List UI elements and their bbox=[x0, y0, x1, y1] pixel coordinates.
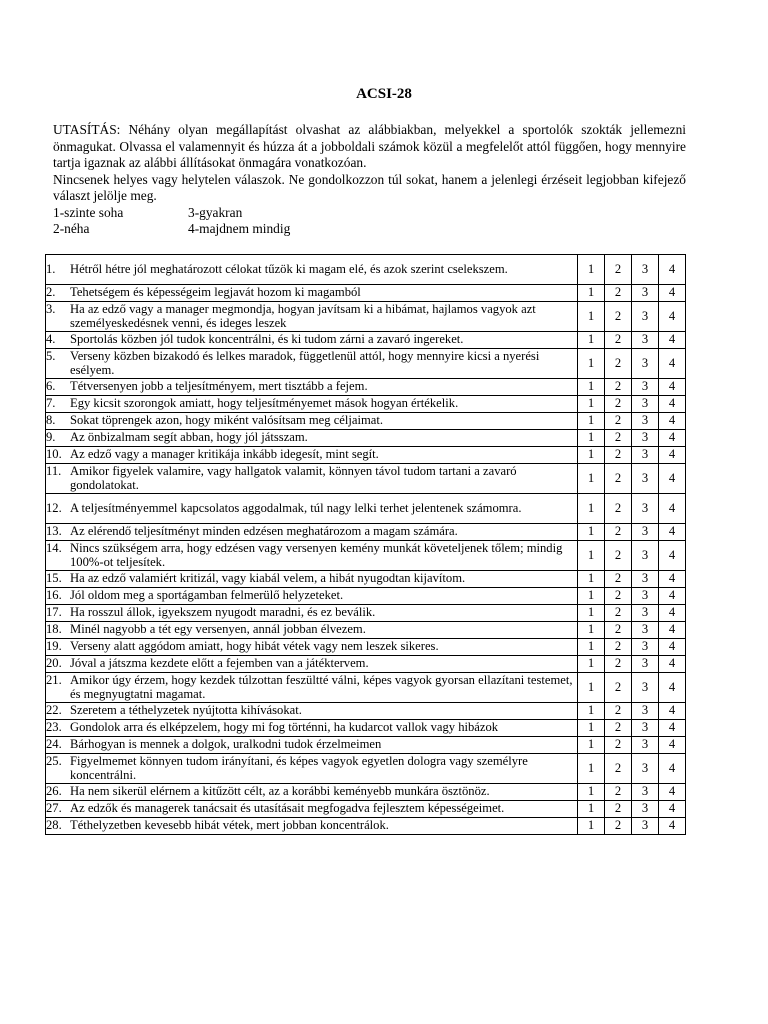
rating-option-1[interactable]: 1 bbox=[578, 349, 605, 379]
statement-text: Tehetségem és képességeim legjavát hozom ki magamból bbox=[70, 285, 361, 300]
statement-cell bbox=[46, 801, 578, 818]
rating-option-3[interactable]: 3 bbox=[632, 737, 659, 754]
statement-number: 12. bbox=[46, 500, 62, 515]
statement-cell bbox=[46, 818, 578, 835]
statement-cell bbox=[46, 720, 578, 737]
rating-option-2[interactable]: 2 bbox=[605, 302, 632, 332]
statement-text: Ha az edző valamiért kritizál, vagy kiabál velem, a hibát nyugodtan kijavítom. bbox=[70, 571, 466, 586]
statement-cell bbox=[46, 302, 578, 332]
statement-text: Nincs szükségem arra, hogy edzésen vagy versenyen kemény munkát követeljenek tőlem; mindig 100%-ot teljesítek. bbox=[70, 541, 563, 569]
rating-option-2[interactable]: 2 bbox=[605, 784, 632, 801]
table-row bbox=[46, 720, 686, 737]
statement-number: 6. bbox=[46, 379, 56, 394]
statement-cell bbox=[46, 541, 578, 571]
rating-option-3[interactable]: 3 bbox=[632, 349, 659, 379]
rating-option-3[interactable]: 3 bbox=[632, 784, 659, 801]
rating-option-1[interactable]: 1 bbox=[578, 784, 605, 801]
rating-option-4[interactable]: 4 bbox=[659, 784, 686, 801]
statement-cell bbox=[46, 494, 578, 524]
table-row bbox=[46, 673, 686, 703]
rating-option-4[interactable]: 4 bbox=[659, 639, 686, 656]
statement-number: 15. bbox=[46, 571, 62, 586]
table-row bbox=[46, 541, 686, 571]
table-row bbox=[46, 285, 686, 302]
rating-option-1[interactable]: 1 bbox=[578, 639, 605, 656]
rating-option-3[interactable]: 3 bbox=[632, 656, 659, 673]
statement-text: Téthelyzetben kevesebb hibát vétek, mert jobban koncentrálok. bbox=[70, 818, 389, 833]
rating-option-2[interactable]: 2 bbox=[605, 413, 632, 430]
rating-option-1[interactable]: 1 bbox=[578, 703, 605, 720]
statement-number: 18. bbox=[46, 622, 62, 637]
table-row bbox=[46, 703, 686, 720]
rating-option-1[interactable]: 1 bbox=[578, 413, 605, 430]
statement-number: 4. bbox=[46, 332, 56, 347]
statement-number: 26. bbox=[46, 784, 62, 799]
rating-option-4[interactable]: 4 bbox=[659, 801, 686, 818]
rating-option-2[interactable]: 2 bbox=[605, 541, 632, 571]
statement-text: Sportolás közben jól tudok koncentrálni, és ki tudom zárni a zavaró ingereket. bbox=[70, 332, 464, 347]
statement-text: Minél nagyobb a tét egy versenyen, annál jobban élvezem. bbox=[70, 622, 366, 637]
statement-cell bbox=[46, 430, 578, 447]
statement-cell bbox=[46, 639, 578, 656]
rating-option-4[interactable]: 4 bbox=[659, 494, 686, 524]
rating-option-1[interactable]: 1 bbox=[578, 622, 605, 639]
rating-option-4[interactable]: 4 bbox=[659, 430, 686, 447]
table-row bbox=[46, 639, 686, 656]
rating-option-3[interactable]: 3 bbox=[632, 801, 659, 818]
rating-option-2[interactable]: 2 bbox=[605, 464, 632, 494]
statement-text: Gondolok arra és elképzelem, hogy mi fog történni, ha kudarcot vallok vagy hibázok bbox=[70, 720, 499, 735]
rating-option-2[interactable]: 2 bbox=[605, 720, 632, 737]
statement-text: Amikor úgy érzem, hogy kezdek túlzottan feszültté válni, képes vagyok gyorsan ellazítani testemet, és megnyugtatni magamat. bbox=[70, 673, 573, 701]
rating-option-1[interactable]: 1 bbox=[578, 302, 605, 332]
rating-option-4[interactable]: 4 bbox=[659, 673, 686, 703]
statement-text: A teljesítményemmel kapcsolatos aggodalmak, túl nagy lelki terhet jelentenek számomra. bbox=[70, 500, 522, 515]
rating-option-1[interactable]: 1 bbox=[578, 754, 605, 784]
statement-number: 13. bbox=[46, 524, 62, 539]
scale-label-1: 1-szinte soha bbox=[53, 204, 124, 220]
rating-option-1[interactable]: 1 bbox=[578, 396, 605, 413]
rating-option-4[interactable]: 4 bbox=[659, 754, 686, 784]
rating-option-3[interactable]: 3 bbox=[632, 494, 659, 524]
rating-option-1[interactable]: 1 bbox=[578, 494, 605, 524]
rating-option-2[interactable]: 2 bbox=[605, 588, 632, 605]
rating-option-4[interactable]: 4 bbox=[659, 703, 686, 720]
rating-option-3[interactable]: 3 bbox=[632, 255, 659, 285]
rating-option-4[interactable]: 4 bbox=[659, 656, 686, 673]
rating-option-4[interactable]: 4 bbox=[659, 413, 686, 430]
statement-cell bbox=[46, 703, 578, 720]
table-row bbox=[46, 656, 686, 673]
table-row bbox=[46, 754, 686, 784]
statement-text: Jóval a játszma kezdete előtt a fejemben van a játéktervem. bbox=[70, 656, 369, 671]
rating-option-1[interactable]: 1 bbox=[578, 673, 605, 703]
table-row bbox=[46, 464, 686, 494]
statement-number: 22. bbox=[46, 703, 62, 718]
rating-option-4[interactable]: 4 bbox=[659, 396, 686, 413]
table-row bbox=[46, 430, 686, 447]
rating-option-3[interactable]: 3 bbox=[632, 379, 659, 396]
table-row bbox=[46, 332, 686, 349]
table-row bbox=[46, 447, 686, 464]
statement-text: Verseny közben bizakodó és lelkes maradok, függetlenül attól, hogy mennyire kicsi a nyerési esélyem. bbox=[70, 349, 540, 377]
scale-label-3: 3-gyakran bbox=[188, 204, 243, 220]
rating-option-2[interactable]: 2 bbox=[605, 349, 632, 379]
rating-option-3[interactable]: 3 bbox=[632, 622, 659, 639]
statement-text: Sokat töprengek azon, hogy miként valósítsam meg céljaimat. bbox=[70, 413, 384, 428]
rating-option-1[interactable]: 1 bbox=[578, 801, 605, 818]
table-row bbox=[46, 379, 686, 396]
rating-option-3[interactable]: 3 bbox=[632, 524, 659, 541]
table-row bbox=[46, 737, 686, 754]
instructions bbox=[53, 122, 686, 238]
statement-number: 27. bbox=[46, 801, 62, 816]
statement-text: Jól oldom meg a sportágamban felmerülő helyzeteket. bbox=[70, 588, 344, 603]
instructions-paragraph-1: UTASÍTÁS: Néhány olyan megállapítást olvashat az alábbiakban, melyekkel a sportolók szokták jellemezni önmagukat. Olvassa el valamennyit és húzza át a jobboldali számok közül a megfelelőt attól függően, hogy mennyire tartja igaznak az alábbi állításokat önmagára vonatkozóan. bbox=[53, 122, 686, 170]
rating-option-2[interactable]: 2 bbox=[605, 255, 632, 285]
rating-option-4[interactable]: 4 bbox=[659, 720, 686, 737]
statement-text: Egy kicsit szorongok amiatt, hogy teljesítményemet mások hogyan értékelik. bbox=[70, 396, 459, 411]
statement-text: Az önbizalmam segít abban, hogy jól játsszam. bbox=[70, 430, 308, 445]
statement-number: 11. bbox=[46, 464, 62, 478]
statement-cell bbox=[46, 524, 578, 541]
statement-text: Ha nem sikerül elérnem a kitűzött célt, az a korábbi keményebb munkára ösztönöz. bbox=[70, 784, 490, 799]
rating-option-4[interactable]: 4 bbox=[659, 737, 686, 754]
rating-option-1[interactable]: 1 bbox=[578, 737, 605, 754]
statement-cell bbox=[46, 754, 578, 784]
rating-option-4[interactable]: 4 bbox=[659, 622, 686, 639]
statement-cell bbox=[46, 656, 578, 673]
statement-number: 17. bbox=[46, 605, 62, 620]
rating-option-3[interactable]: 3 bbox=[632, 332, 659, 349]
rating-option-2[interactable]: 2 bbox=[605, 396, 632, 413]
rating-option-1[interactable]: 1 bbox=[578, 524, 605, 541]
instructions-paragraph-2: Nincsenek helyes vagy helytelen válaszok. Ne gondolkozzon túl sokat, hanem a jelenlegi érzéseit legjobban kifejező választ jelölje meg. bbox=[53, 171, 686, 203]
rating-option-2[interactable]: 2 bbox=[605, 656, 632, 673]
rating-option-3[interactable]: 3 bbox=[632, 754, 659, 784]
statement-number: 3. bbox=[46, 302, 56, 316]
rating-option-3[interactable]: 3 bbox=[632, 571, 659, 588]
statement-number: 19. bbox=[46, 639, 62, 654]
table-row bbox=[46, 605, 686, 622]
scale-label-2: 2-néha bbox=[53, 221, 90, 236]
statement-number: 16. bbox=[46, 588, 62, 603]
statement-text: Figyelmemet könnyen tudom irányítani, és képes vagyok egyetlen dologra vagy személyre koncentrálni. bbox=[70, 754, 528, 782]
table-row bbox=[46, 349, 686, 379]
rating-option-1[interactable]: 1 bbox=[578, 818, 605, 835]
rating-option-2[interactable]: 2 bbox=[605, 737, 632, 754]
rating-option-3[interactable]: 3 bbox=[632, 464, 659, 494]
rating-option-3[interactable]: 3 bbox=[632, 447, 659, 464]
rating-option-2[interactable]: 2 bbox=[605, 285, 632, 302]
rating-option-1[interactable]: 1 bbox=[578, 464, 605, 494]
statement-number: 20. bbox=[46, 656, 62, 671]
rating-option-4[interactable]: 4 bbox=[659, 464, 686, 494]
statement-text: Ha rosszul állok, igyekszem nyugodt maradni, és ez beválik. bbox=[70, 605, 376, 620]
statement-cell bbox=[46, 464, 578, 494]
rating-option-1[interactable]: 1 bbox=[578, 430, 605, 447]
table-row bbox=[46, 784, 686, 801]
rating-option-2[interactable]: 2 bbox=[605, 571, 632, 588]
rating-option-4[interactable]: 4 bbox=[659, 285, 686, 302]
rating-option-1[interactable]: 1 bbox=[578, 255, 605, 285]
rating-option-4[interactable]: 4 bbox=[659, 524, 686, 541]
rating-option-3[interactable]: 3 bbox=[632, 413, 659, 430]
statement-text: Szeretem a téthelyzetek nyújtotta kihívásokat. bbox=[70, 703, 302, 718]
rating-option-2[interactable]: 2 bbox=[605, 379, 632, 396]
statement-cell bbox=[46, 413, 578, 430]
rating-option-2[interactable]: 2 bbox=[605, 605, 632, 622]
rating-option-4[interactable]: 4 bbox=[659, 588, 686, 605]
statement-number: 21. bbox=[46, 673, 62, 687]
rating-option-2[interactable]: 2 bbox=[605, 801, 632, 818]
statement-cell bbox=[46, 605, 578, 622]
table-row bbox=[46, 801, 686, 818]
rating-option-3[interactable]: 3 bbox=[632, 605, 659, 622]
statement-number: 9. bbox=[46, 430, 56, 445]
statement-number: 7. bbox=[46, 396, 56, 411]
statement-number: 10. bbox=[46, 447, 62, 462]
statement-number: 5. bbox=[46, 349, 56, 363]
rating-option-2[interactable]: 2 bbox=[605, 673, 632, 703]
statement-number: 28. bbox=[46, 818, 62, 833]
table-row bbox=[46, 413, 686, 430]
table-row bbox=[46, 622, 686, 639]
statement-text: Az edző vagy a manager kritikája inkább idegesít, mint segít. bbox=[70, 447, 379, 462]
statement-cell bbox=[46, 571, 578, 588]
statement-number: 2. bbox=[46, 285, 56, 300]
statement-text: Az elérendő teljesítményt minden edzésen meghatározom a magam számára. bbox=[70, 524, 458, 539]
rating-option-2[interactable]: 2 bbox=[605, 524, 632, 541]
rating-scale-legend bbox=[53, 205, 686, 238]
statement-cell bbox=[46, 784, 578, 801]
statement-cell bbox=[46, 255, 578, 285]
statement-number: 23. bbox=[46, 720, 62, 735]
rating-option-3[interactable]: 3 bbox=[632, 541, 659, 571]
rating-option-2[interactable]: 2 bbox=[605, 703, 632, 720]
rating-option-4[interactable]: 4 bbox=[659, 605, 686, 622]
rating-option-4[interactable]: 4 bbox=[659, 571, 686, 588]
statement-text: Verseny alatt aggódom amiatt, hogy hibát vétek vagy nem leszek sikeres. bbox=[70, 639, 439, 654]
rating-option-3[interactable]: 3 bbox=[632, 818, 659, 835]
rating-option-2[interactable]: 2 bbox=[605, 494, 632, 524]
statement-number: 8. bbox=[46, 413, 56, 428]
rating-option-4[interactable]: 4 bbox=[659, 349, 686, 379]
rating-option-4[interactable]: 4 bbox=[659, 541, 686, 571]
statement-cell bbox=[46, 673, 578, 703]
rating-option-3[interactable]: 3 bbox=[632, 673, 659, 703]
rating-option-3[interactable]: 3 bbox=[632, 285, 659, 302]
rating-option-4[interactable]: 4 bbox=[659, 255, 686, 285]
rating-option-3[interactable]: 3 bbox=[632, 430, 659, 447]
table-row bbox=[46, 396, 686, 413]
rating-option-2[interactable]: 2 bbox=[605, 754, 632, 784]
statement-text: Bárhogyan is mennek a dolgok, uralkodni tudok érzelmeimen bbox=[70, 737, 382, 752]
statement-cell bbox=[46, 396, 578, 413]
statement-text: Amikor figyelek valamire, vagy hallgatok valamit, könnyen távol tudom tartani a zavaró gondolatokat. bbox=[70, 464, 517, 492]
rating-option-4[interactable]: 4 bbox=[659, 447, 686, 464]
rating-option-2[interactable]: 2 bbox=[605, 818, 632, 835]
statement-cell bbox=[46, 332, 578, 349]
questionnaire-table bbox=[45, 254, 686, 835]
statement-cell bbox=[46, 379, 578, 396]
table-row bbox=[46, 588, 686, 605]
rating-option-2[interactable]: 2 bbox=[605, 430, 632, 447]
statement-cell bbox=[46, 349, 578, 379]
rating-option-3[interactable]: 3 bbox=[632, 720, 659, 737]
rating-option-1[interactable]: 1 bbox=[578, 541, 605, 571]
table-row bbox=[46, 494, 686, 524]
statement-number: 1. bbox=[46, 261, 56, 276]
rating-option-1[interactable]: 1 bbox=[578, 605, 605, 622]
statement-text: Az edzők és managerek tanácsait és utasításait megfogadva fejlesztem képességeimet. bbox=[70, 801, 505, 816]
rating-option-4[interactable]: 4 bbox=[659, 302, 686, 332]
rating-option-4[interactable]: 4 bbox=[659, 332, 686, 349]
table-row bbox=[46, 524, 686, 541]
scale-label-4: 4-majdnem mindig bbox=[188, 221, 291, 236]
statement-text: Tétversenyen jobb a teljesítményem, mert tisztább a fejem. bbox=[70, 379, 368, 394]
rating-option-1[interactable]: 1 bbox=[578, 447, 605, 464]
statement-text: Hétről hétre jól meghatározott célokat tűzök ki magam elé, és azok szerint cselekszem. bbox=[70, 261, 508, 276]
rating-option-1[interactable]: 1 bbox=[578, 720, 605, 737]
rating-option-2[interactable]: 2 bbox=[605, 447, 632, 464]
statement-cell bbox=[46, 622, 578, 639]
statement-number: 24. bbox=[46, 737, 62, 752]
rating-option-2[interactable]: 2 bbox=[605, 622, 632, 639]
statement-number: 25. bbox=[46, 754, 62, 768]
table-row bbox=[46, 255, 686, 285]
rating-option-3[interactable]: 3 bbox=[632, 703, 659, 720]
rating-option-1[interactable]: 1 bbox=[578, 379, 605, 396]
page-title: ACSI-28 bbox=[356, 86, 412, 102]
rating-option-1[interactable]: 1 bbox=[578, 285, 605, 302]
rating-option-1[interactable]: 1 bbox=[578, 656, 605, 673]
rating-option-3[interactable]: 3 bbox=[632, 588, 659, 605]
table-row bbox=[46, 818, 686, 835]
rating-option-2[interactable]: 2 bbox=[605, 639, 632, 656]
statement-cell bbox=[46, 285, 578, 302]
table-row bbox=[46, 571, 686, 588]
rating-option-2[interactable]: 2 bbox=[605, 332, 632, 349]
rating-option-3[interactable]: 3 bbox=[632, 396, 659, 413]
statement-cell bbox=[46, 588, 578, 605]
table-row bbox=[46, 302, 686, 332]
rating-option-1[interactable]: 1 bbox=[578, 332, 605, 349]
statement-cell bbox=[46, 447, 578, 464]
rating-option-1[interactable]: 1 bbox=[578, 588, 605, 605]
rating-option-3[interactable]: 3 bbox=[632, 639, 659, 656]
statement-text: Ha az edző vagy a manager megmondja, hogyan javítsam ki a hibámat, hajlamos vagyok azt személyeskedésnek venni, és ideges leszek bbox=[70, 302, 536, 330]
rating-option-3[interactable]: 3 bbox=[632, 302, 659, 332]
rating-option-1[interactable]: 1 bbox=[578, 571, 605, 588]
rating-option-4[interactable]: 4 bbox=[659, 818, 686, 835]
statement-cell bbox=[46, 737, 578, 754]
rating-option-4[interactable]: 4 bbox=[659, 379, 686, 396]
statement-number: 14. bbox=[46, 541, 62, 555]
